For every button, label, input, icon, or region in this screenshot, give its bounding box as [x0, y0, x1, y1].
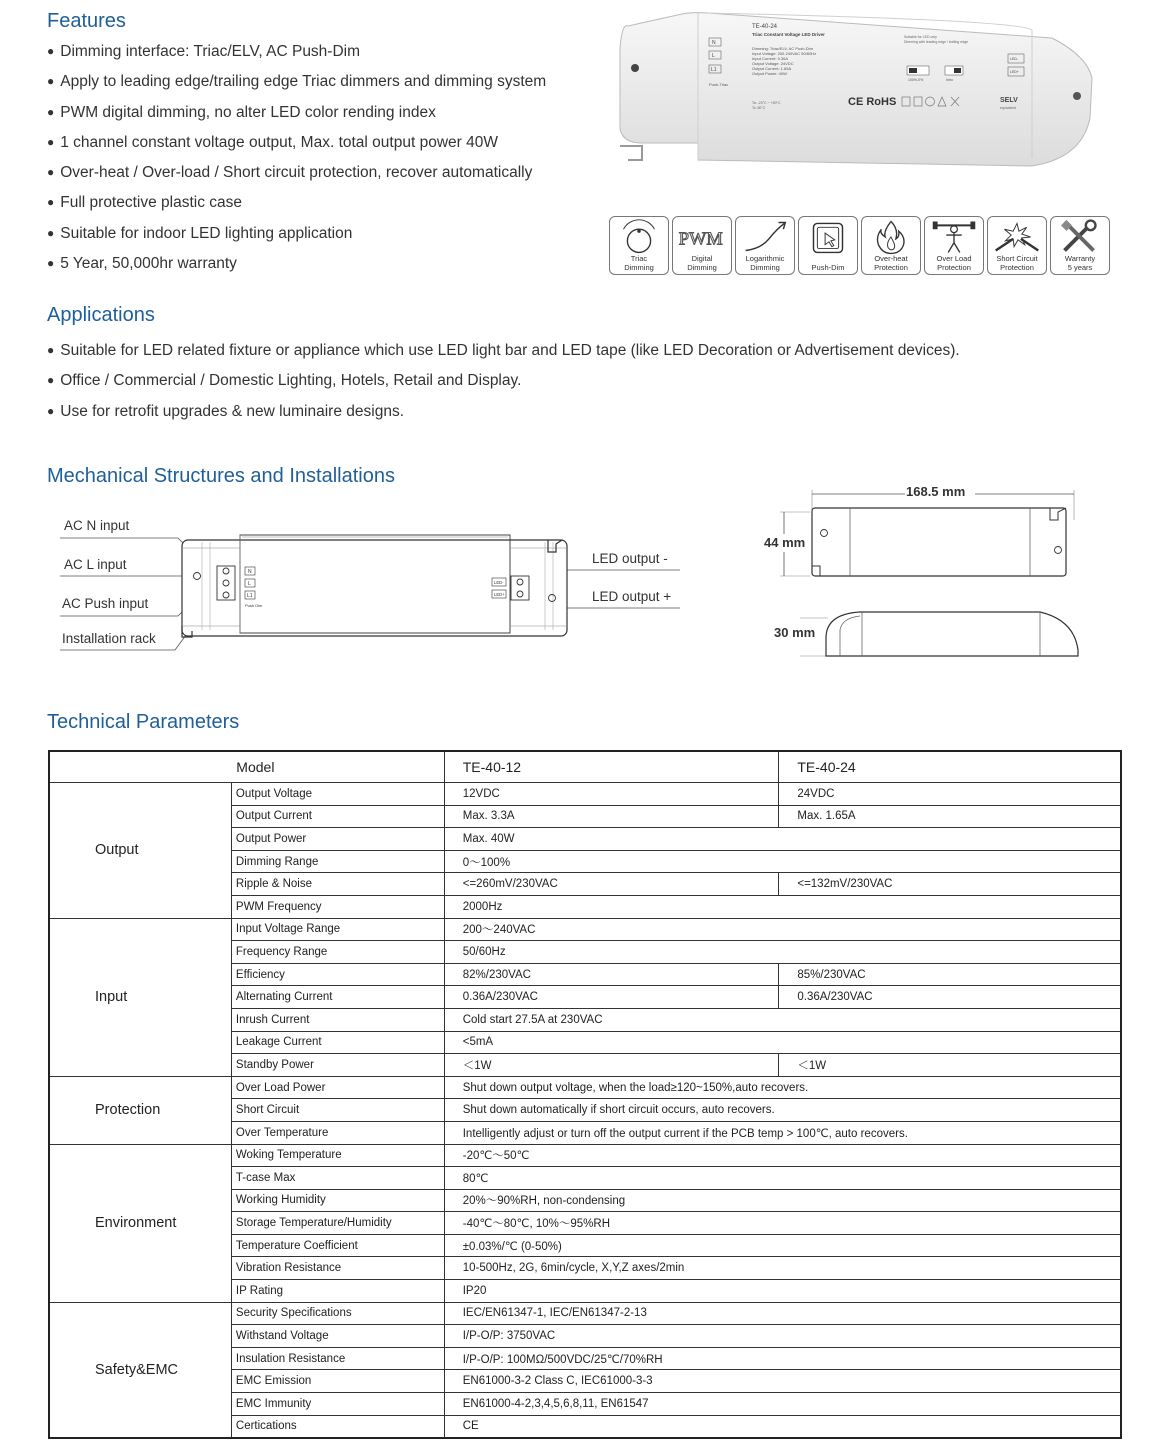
icon-label: Over-heat [874, 254, 908, 263]
pwm-glyph: PWM [678, 228, 723, 249]
over-load-protection-icon [924, 216, 984, 275]
icon-label: Protection [874, 262, 908, 272]
value-cell: 82%/230VAC [444, 963, 779, 986]
value-cell: Shut down automatically if short circuit occurs, auto recovers. [444, 1099, 1121, 1122]
header-model: Model [49, 751, 445, 783]
value-cell: <=132mV/230VAC [779, 873, 1122, 896]
over-heat-protection-icon [861, 216, 921, 275]
icon-label: Triac [630, 254, 648, 263]
label-spec: Input Voltage: 200-240VAC 50/60Hz [752, 51, 817, 56]
header-col2: TE-40-24 [779, 751, 1122, 783]
label-led-out: LED- [1010, 57, 1018, 61]
icon-label: Warranty [1064, 254, 1096, 263]
ac-l-input-label: AC L input [64, 557, 127, 572]
value-cell: Max. 1.65A [779, 805, 1122, 828]
width-dimension: 44 mm [764, 535, 806, 550]
icon-label: Protection [937, 262, 971, 272]
icon-label: Dimming [750, 262, 780, 272]
parameter-cell: PWM Frequency [231, 895, 444, 918]
logarithmic-dimming-icon [735, 216, 795, 275]
parameter-cell: Insulation Resistance [231, 1347, 444, 1370]
triac-dimming-icon [609, 216, 669, 275]
value-cell: <=260mV/230VAC [444, 873, 779, 896]
label-spec: Output Power: 40W [752, 71, 787, 76]
ac-push-input-label: AC Push input [62, 596, 149, 611]
selv-mark: SELV [1000, 97, 1018, 104]
parameter-cell: Working Humidity [231, 1189, 444, 1212]
category-cell: Input [49, 918, 232, 1076]
parameter-cell: Over Load Power [231, 1076, 444, 1099]
label-note: Dimming with leading edge / trailing edge [904, 40, 969, 44]
parameter-cell: Temperature Coefficient [231, 1234, 444, 1257]
parameter-cell: Storage Temperature/Humidity [231, 1212, 444, 1235]
icon-label: Dimming [624, 262, 654, 272]
feature-item: ● Full protective plastic case [47, 188, 546, 218]
parameter-cell: Short Circuit [231, 1099, 444, 1122]
value-cell: I/P-O/P: 100MΩ/500VDC/25℃/70%RH [444, 1347, 1121, 1370]
features-list [47, 37, 546, 279]
terminal-label: N [248, 569, 252, 575]
parameter-cell: Woking Temperature [231, 1144, 444, 1167]
icon-label: Short Circuit [996, 254, 1038, 263]
value-cell: 80℃ [444, 1167, 1121, 1190]
parameter-cell: Certications [231, 1415, 444, 1438]
feature-item: ● Over-heat / Over-load / Short circuit protection, recover automatically [47, 158, 546, 188]
parameter-cell: Dimming Range [231, 850, 444, 873]
push-dim-label: Push Dim [245, 603, 263, 608]
feature-item: ● 5 Year, 50,000hr warranty [47, 249, 546, 279]
mechanical-section [0, 484, 1170, 690]
table-header-row [49, 751, 1122, 783]
feature-item: ● Apply to leading edge/trailing edge Triac dimmers and dimming system [47, 67, 546, 97]
mechanical-title: Mechanical Structures and Installations [47, 465, 395, 487]
value-cell: 0～100% [444, 850, 1121, 873]
value-cell: 12VDC [444, 783, 779, 806]
value-cell: ＜1W [444, 1054, 779, 1077]
icon-label: Logarithmic [745, 254, 785, 263]
installation-rack-label: Installation rack [62, 631, 156, 646]
label-subtitle: Triac Constant Voltage LED Driver [752, 32, 825, 37]
icon-label: Over Load [936, 254, 972, 263]
length-dimension: 168.5 mm [906, 484, 966, 499]
category-cell: Safety&EMC [49, 1302, 232, 1438]
parameter-cell: Output Power [231, 828, 444, 851]
icon-label: 5 years [1067, 262, 1093, 272]
header-col1: TE-40-12 [444, 751, 779, 783]
feature-item: ● Dimming interface: Triac/ELV, AC Push-Dim [47, 37, 546, 67]
value-cell: EN61000-4-2,3,4,5,6,8,11, EN61547 [444, 1393, 1121, 1416]
value-cell: 85%/230VAC [779, 963, 1122, 986]
label-spec: Dimming: Triac/ELV, AC Push-Dim [752, 46, 813, 51]
parameter-cell: Security Specifications [231, 1302, 444, 1325]
value-cell: ±0.03%/℃ (0-50%) [444, 1234, 1121, 1257]
parameter-cell: Ripple & Noise [231, 873, 444, 896]
parameter-cell: Withstand Voltage [231, 1325, 444, 1348]
parameter-cell: Vibration Resistance [231, 1257, 444, 1280]
led-output-plus-label: LED output + [592, 589, 672, 604]
wiring-diagram [0, 490, 1170, 690]
push-dim-icon [798, 216, 858, 275]
feature-icons-row [609, 216, 1110, 275]
application-item: ● Suitable for LED related fixture or appliance which use LED light bar and LED tape (like LED Decoration or Advertisement devices). [47, 336, 960, 366]
value-cell: 20%～90%RH, non-condensing [444, 1189, 1121, 1212]
table-row [49, 1144, 1122, 1167]
parameter-cell: Alternating Current [231, 986, 444, 1009]
terminal-label: LED- [494, 580, 504, 585]
icon-label: Protection [1000, 262, 1034, 272]
label-push: Push-Triac [709, 82, 729, 87]
height-dimension: 30 mm [774, 625, 816, 640]
feature-item: ● PWM digital dimming, no alter LED color rending index [47, 98, 546, 128]
category-cell: Environment [49, 1144, 232, 1302]
technical-title: Technical Parameters [47, 711, 240, 733]
label-led-out: LED+ [1010, 70, 1019, 74]
icon-label: Dimming [687, 262, 717, 272]
value-cell: Intelligently adjust or turn off the output current if the PCB temp > 100℃, auto recovers. [444, 1121, 1121, 1144]
product-photo [612, 8, 1098, 168]
value-cell: 2000Hz [444, 895, 1121, 918]
applications-list [47, 336, 960, 427]
parameter-cell: Efficiency [231, 963, 444, 986]
pwm-digital-dimming-icon [672, 216, 732, 275]
ce-rohs-mark: CE RoHS [848, 96, 897, 108]
value-cell: <5mA [444, 1031, 1121, 1054]
features-title: Features [47, 10, 126, 32]
label-spec: Output Voltage: 24VDC [752, 61, 794, 66]
ac-n-input-label: AC N input [64, 518, 130, 533]
value-cell: IEC/EN61347-1, IEC/EN61347-2-13 [444, 1302, 1121, 1325]
feature-item: ● 1 channel constant voltage output, Max. total output power 40W [47, 128, 546, 158]
application-item: ● Use for retrofit upgrades & new luminaire designs. [47, 397, 960, 427]
terminal-label: LED+ [494, 592, 505, 597]
parameter-cell: Output Current [231, 805, 444, 828]
table-row [49, 1076, 1122, 1099]
label-temp: Ta: -20°C ~ +50°C [752, 101, 781, 105]
parameter-cell: Over Temperature [231, 1121, 444, 1144]
value-cell: Max. 40W [444, 828, 1121, 851]
value-cell: -40℃～80℃, 10%～95%RH [444, 1212, 1121, 1235]
value-cell: 0.36A/230VAC [444, 986, 779, 1009]
icon-label: Digital [691, 254, 713, 263]
value-cell: -20℃～50℃ [444, 1144, 1121, 1167]
label-terminal: L1 [711, 67, 717, 73]
feature-item: ● Suitable for indoor LED lighting application [47, 219, 546, 249]
parameter-cell: Standby Power [231, 1054, 444, 1077]
value-cell: CE [444, 1415, 1121, 1438]
value-cell: ＜1W [779, 1054, 1122, 1077]
icon-label: Push-Dim [811, 262, 845, 272]
label-temp: Tc: 80°C [752, 106, 766, 110]
label-spec: Output Current: 1.65A [752, 66, 792, 71]
category-cell: Protection [49, 1076, 232, 1144]
value-cell: Cold start 27.5A at 230VAC [444, 1008, 1121, 1031]
label-model: TE-40-24 [752, 24, 778, 30]
short-circuit-protection-icon [987, 216, 1047, 275]
label-switch: Intro [946, 78, 954, 82]
value-cell: EN61000-3-2 Class C, IEC61000-3-3 [444, 1370, 1121, 1393]
label-terminal: N [712, 40, 716, 46]
parameter-cell: Input Voltage Range [231, 918, 444, 941]
application-item: ● Office / Commercial / Domestic Lighting, Hotels, Retail and Display. [47, 366, 960, 396]
table-row [49, 918, 1122, 941]
category-cell: Output [49, 783, 232, 919]
value-cell: Max. 3.3A [444, 805, 779, 828]
parameter-cell: Frequency Range [231, 941, 444, 964]
parameter-cell: Output Voltage [231, 783, 444, 806]
parameter-cell: T-case Max [231, 1167, 444, 1190]
label-note: Suitable for LED only [904, 35, 937, 39]
value-cell: 10-500Hz, 2G, 6min/cycle, X,Y,Z axes/2min [444, 1257, 1121, 1280]
selv-sub: equivalent [1000, 106, 1016, 110]
value-cell: IP20 [444, 1280, 1121, 1303]
applications-title: Applications [47, 304, 155, 326]
parameter-cell: IP Rating [231, 1280, 444, 1303]
parameter-cell: EMC Immunity [231, 1393, 444, 1416]
technical-parameters-table [48, 750, 1122, 1438]
table-row [49, 783, 1122, 806]
value-cell: Shut down output voltage, when the load≥120~150%,auto recovers. [444, 1076, 1121, 1099]
label-terminal: L [712, 53, 715, 59]
label-spec: Input Current: 0.36A [752, 56, 789, 61]
terminal-label: L [248, 581, 251, 587]
value-cell: I/P-O/P: 3750VAC [444, 1325, 1121, 1348]
value-cell: 0.36A/230VAC [779, 986, 1122, 1009]
label-switch: 100%-0% [908, 78, 924, 82]
led-output-minus-label: LED output - [592, 551, 668, 566]
terminal-label: L1 [247, 593, 253, 599]
warranty-icon [1050, 216, 1110, 275]
value-cell: 200～240VAC [444, 918, 1121, 941]
parameter-cell: Inrush Current [231, 1008, 444, 1031]
value-cell: 50/60Hz [444, 941, 1121, 964]
parameter-cell: Leakage Current [231, 1031, 444, 1054]
parameter-cell: EMC Emission [231, 1370, 444, 1393]
value-cell: 24VDC [779, 783, 1122, 806]
table-row [49, 1302, 1122, 1325]
